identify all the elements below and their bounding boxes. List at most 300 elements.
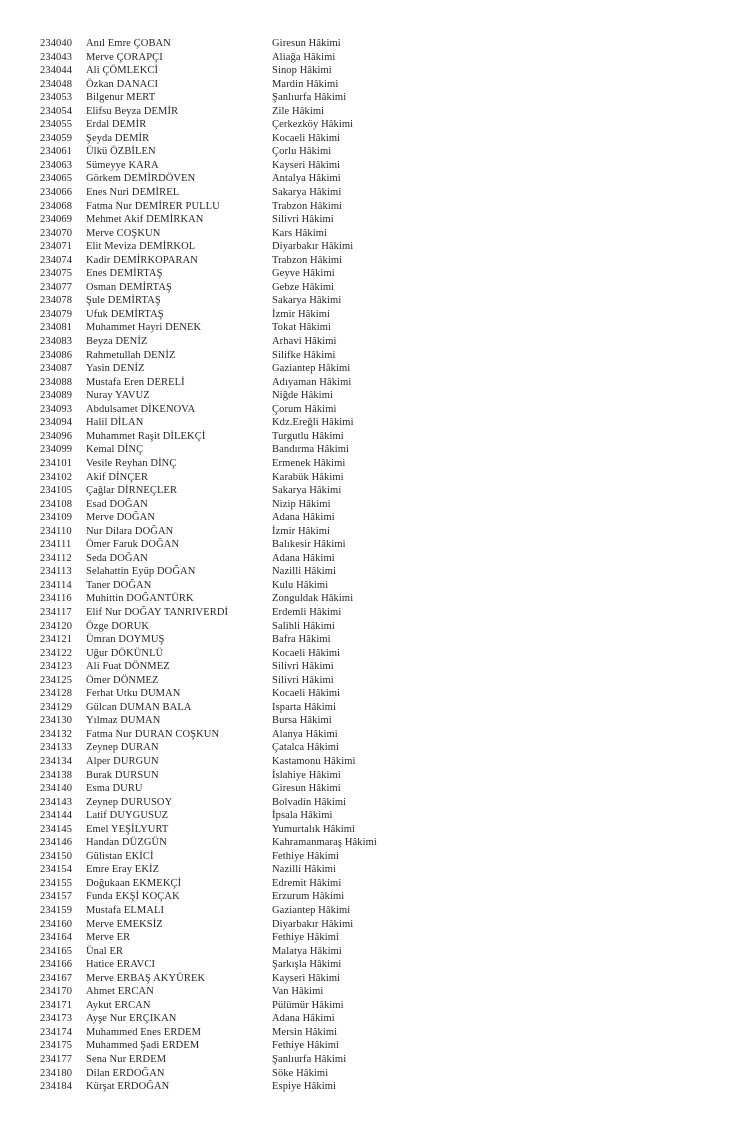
judge-post: Diyarbakır Hâkimi xyxy=(272,918,354,930)
judge-post: Espiye Hâkimi xyxy=(272,1081,336,1093)
judge-name: Ufuk DEMİRTAŞ xyxy=(86,308,164,320)
judge-name: Ünal ER xyxy=(86,945,124,957)
judge-name: Enes Nuri DEMİREL xyxy=(86,187,180,199)
judge-post: Kdz.Ereğli Hâkimi xyxy=(272,417,354,429)
judge-id: 234130 xyxy=(40,715,73,727)
judge-id: 234145 xyxy=(40,823,73,835)
judge-post: Adana Hâkimi xyxy=(272,552,335,564)
judge-post: Silivri Hâkimi xyxy=(272,214,334,226)
table-row xyxy=(0,579,377,593)
table-row xyxy=(0,890,377,904)
table-row xyxy=(0,349,377,363)
judge-post: Adana Hâkimi xyxy=(272,1013,335,1025)
judge-id: 234164 xyxy=(40,932,73,944)
judge-id: 234171 xyxy=(40,999,73,1011)
table-row xyxy=(0,606,377,620)
judge-name: Ali ÇÖMLEKCİ xyxy=(86,65,159,77)
judge-post: Sinop Hâkimi xyxy=(272,65,332,77)
table-row xyxy=(0,701,377,715)
table-row xyxy=(0,769,377,783)
judge-post: Kayseri Hâkimi xyxy=(272,972,341,984)
table-row xyxy=(0,498,377,512)
table-row xyxy=(0,240,377,254)
judge-id: 234167 xyxy=(40,972,73,984)
judge-id: 234157 xyxy=(40,891,73,903)
judge-id: 234143 xyxy=(40,796,73,808)
judge-post: Şanlıurfa Hâkimi xyxy=(272,92,347,104)
judge-post: Sakarya Hâkimi xyxy=(272,187,342,199)
judge-post: Kocaeli Hâkimi xyxy=(272,132,341,144)
judge-id: 234063 xyxy=(40,159,73,171)
judge-id: 234108 xyxy=(40,498,73,510)
judge-name: Yasin DENİZ xyxy=(86,363,145,375)
judge-id: 234068 xyxy=(40,200,73,212)
judge-post: Antalya Hâkimi xyxy=(272,173,341,185)
judge-id: 234155 xyxy=(40,877,73,889)
judge-id: 234094 xyxy=(40,417,73,429)
table-row xyxy=(0,552,377,566)
judge-name: Kemal DİNÇ xyxy=(86,444,144,456)
judge-post: Bolvadin Hâkimi xyxy=(272,796,347,808)
judge-id: 234078 xyxy=(40,295,73,307)
table-row xyxy=(0,850,377,864)
judge-post: İslahiye Hâkimi xyxy=(272,769,341,781)
table-row xyxy=(0,403,377,417)
judge-post: Gaziantep Hâkimi xyxy=(272,905,351,916)
judge-id: 234048 xyxy=(40,78,73,90)
table-row xyxy=(0,714,377,728)
judge-post: Erzurum Hâkimi xyxy=(272,891,345,903)
judge-name: Taner DOĞAN xyxy=(86,579,152,591)
judge-name: Mustafa ELMALI xyxy=(86,905,165,916)
table-row xyxy=(0,132,377,146)
judge-post: Edremit Hâkimi xyxy=(272,877,342,889)
table-row xyxy=(0,200,377,214)
table-row xyxy=(0,945,377,959)
judge-id: 234132 xyxy=(40,728,73,740)
judge-id: 234123 xyxy=(40,661,73,673)
judge-id: 234184 xyxy=(40,1081,73,1093)
judge-post: Fethiye Hâkimi xyxy=(272,850,340,862)
judge-post: Erdemli Hâkimi xyxy=(272,606,342,618)
judge-name: Ferhat Utku DUMAN xyxy=(86,688,181,700)
table-row xyxy=(0,267,377,281)
judge-id: 234099 xyxy=(40,444,73,456)
judge-name: Gülistan EKİCİ xyxy=(86,850,154,862)
table-row xyxy=(0,254,377,268)
judge-name: Beyza DENİZ xyxy=(86,336,148,348)
judge-id: 234093 xyxy=(40,403,73,415)
judge-id: 234077 xyxy=(40,281,73,293)
judge-post: Kocaeli Hâkimi xyxy=(272,647,341,659)
judge-name: Fatma Nur DURAN COŞKUN xyxy=(86,728,220,740)
judge-post: Balıkesir Hâkimi xyxy=(272,539,346,551)
judge-id: 234055 xyxy=(40,119,73,131)
judge-post: Van Hâkimi xyxy=(272,986,324,998)
table-row xyxy=(0,389,377,403)
table-row xyxy=(0,1026,377,1040)
judge-name: Doğukaan EKMEKÇİ xyxy=(86,877,182,889)
judge-name: Emel YEŞİLYURT xyxy=(86,823,169,835)
table-row xyxy=(0,511,377,525)
judge-name: Burak DURSUN xyxy=(86,769,159,781)
judge-id: 234180 xyxy=(40,1067,73,1079)
table-row xyxy=(0,484,377,498)
judge-name: Muhammet Hayri DENEK xyxy=(86,322,202,334)
judge-name: Ülkü ÖZBİLEN xyxy=(86,146,156,158)
judge-name: Elifsu Beyza DEMİR xyxy=(86,105,179,117)
judge-name: Rahmetullah DENİZ xyxy=(86,349,176,361)
judge-post: Malatya Hâkimi xyxy=(272,945,342,957)
judge-post: İzmir Hâkimi xyxy=(272,525,331,537)
table-row xyxy=(0,362,377,376)
table-row xyxy=(0,64,377,78)
judge-name: Esma DURU xyxy=(86,783,143,795)
judge-name: Muhammed Enes ERDEM xyxy=(86,1026,202,1038)
judge-post: Salihli Hâkimi xyxy=(272,620,335,632)
judge-post: İzmir Hâkimi xyxy=(272,308,331,320)
judge-id: 234044 xyxy=(40,65,73,77)
table-row xyxy=(0,145,377,159)
judge-name: Funda EKŞİ KOÇAK xyxy=(86,891,180,903)
table-row xyxy=(0,525,377,539)
judge-id: 234150 xyxy=(40,850,73,862)
table-row xyxy=(0,78,377,92)
judge-name: Ali Fuat DÖNMEZ xyxy=(86,661,170,673)
judge-name: Handan DÜZGÜN xyxy=(86,837,167,849)
judge-name: Elif Nur DOĞAY TANRIVERDİ xyxy=(86,606,229,618)
judge-name: Zeynep DURAN xyxy=(86,742,159,754)
table-row xyxy=(0,931,377,945)
table-row xyxy=(0,674,377,688)
judge-post: Çorlu Hâkimi xyxy=(272,146,332,158)
judge-id: 234083 xyxy=(40,336,73,348)
table-row xyxy=(0,227,377,241)
judge-post: Yumurtalık Hâkimi xyxy=(272,823,356,835)
table-row xyxy=(0,755,377,769)
table-row xyxy=(0,51,377,65)
judge-name: Hatice ERAVCI xyxy=(86,959,156,971)
table-row xyxy=(0,687,377,701)
judge-name: Elit Meviza DEMİRKOL xyxy=(86,241,196,253)
judge-name: Muhittin DOĞANTÜRK xyxy=(86,593,194,605)
judge-id: 234175 xyxy=(40,1040,73,1052)
judge-id: 234089 xyxy=(40,390,73,402)
table-row xyxy=(0,958,377,972)
table-row xyxy=(0,37,377,51)
judge-id: 234040 xyxy=(40,38,73,49)
judge-id: 234088 xyxy=(40,376,73,388)
table-row xyxy=(0,118,377,132)
judge-name: Mustafa Eren DERELİ xyxy=(86,376,185,388)
judge-id: 234113 xyxy=(40,566,72,578)
table-row xyxy=(0,863,377,877)
judge-post: Nazilli Hâkimi xyxy=(272,864,337,876)
table-row xyxy=(0,647,377,661)
judge-post: Giresun Hâkimi xyxy=(272,783,341,795)
judge-post: Turgutlu Hâkimi xyxy=(272,430,344,442)
judge-post: Giresun Hâkimi xyxy=(272,38,341,49)
judge-post: Çorum Hâkimi xyxy=(272,403,337,415)
judge-id: 234165 xyxy=(40,945,73,957)
judge-id: 234129 xyxy=(40,701,73,713)
judge-post: Bandırma Hâkimi xyxy=(272,444,350,456)
judge-name: Merve EMEKSİZ xyxy=(86,918,163,930)
judge-name: Selahattin Eyüp DOĞAN xyxy=(86,566,196,578)
table-row xyxy=(0,321,377,335)
judge-id: 234059 xyxy=(40,132,73,144)
judge-id: 234173 xyxy=(40,1013,73,1025)
judge-id: 234075 xyxy=(40,268,73,280)
judge-post: Bursa Hâkimi xyxy=(272,715,332,727)
judge-post: Kastamonu Hâkimi xyxy=(272,755,356,767)
judge-post: Kahramanmaraş Hâkimi xyxy=(272,837,377,849)
judge-post: Kayseri Hâkimi xyxy=(272,159,341,171)
table-row xyxy=(0,741,377,755)
judge-post: Sakarya Hâkimi xyxy=(272,295,342,307)
table-row xyxy=(0,457,377,471)
table-row xyxy=(0,782,377,796)
judge-name: Nur Dilara DOĞAN xyxy=(86,525,174,537)
table-row xyxy=(0,471,377,485)
judge-id: 234065 xyxy=(40,173,73,185)
judge-name: Esad DOĞAN xyxy=(86,498,148,510)
judge-id: 234177 xyxy=(40,1054,73,1066)
judge-post: Şanlıurfa Hâkimi xyxy=(272,1054,347,1066)
judge-id: 234154 xyxy=(40,864,73,876)
judge-post: Niğde Hâkimi xyxy=(272,390,333,402)
judge-id: 234170 xyxy=(40,986,73,998)
judge-name: Ömer Faruk DOĞAN xyxy=(86,539,180,551)
judge-post: Gaziantep Hâkimi xyxy=(272,363,351,375)
table-row xyxy=(0,985,377,999)
judge-name: Halil DİLAN xyxy=(86,417,144,429)
table-row xyxy=(0,1080,377,1094)
table-row xyxy=(0,308,377,322)
judge-id: 234086 xyxy=(40,349,73,361)
judge-name: Gülcan DUMAN BALA xyxy=(86,701,192,713)
judge-id: 234110 xyxy=(40,525,72,537)
judge-post: Zonguldak Hâkimi xyxy=(272,593,354,605)
judge-post: Nizip Hâkimi xyxy=(272,498,331,510)
judge-post: Nazilli Hâkimi xyxy=(272,566,337,578)
table-row xyxy=(0,823,377,837)
judge-id: 234140 xyxy=(40,783,73,795)
table-row xyxy=(0,796,377,810)
judge-name: Muhammed Şadi ERDEM xyxy=(86,1040,200,1052)
judge-post: Silivri Hâkimi xyxy=(272,674,334,686)
judge-id: 234159 xyxy=(40,905,73,916)
judge-id: 234120 xyxy=(40,620,73,632)
judge-id: 234105 xyxy=(40,485,73,497)
judge-post: Mardin Hâkimi xyxy=(272,78,339,90)
judge-post: Çatalca Hâkimi xyxy=(272,742,339,754)
judge-post: Zile Hâkimi xyxy=(272,105,325,117)
judge-id: 234134 xyxy=(40,755,73,767)
judge-id: 234111 xyxy=(40,539,72,551)
judge-post: Sakarya Hâkimi xyxy=(272,485,342,497)
judge-id: 234109 xyxy=(40,512,73,524)
judge-post: Fethiye Hâkimi xyxy=(272,1040,340,1052)
judge-name: Sena Nur ERDEM xyxy=(86,1054,167,1066)
judge-name: Vesile Reyhan DİNÇ xyxy=(86,457,177,469)
judge-name: Erdal DEMİR xyxy=(86,119,147,131)
table-row xyxy=(0,565,377,579)
judge-name: Seda DOĞAN xyxy=(86,552,148,564)
judge-id: 234096 xyxy=(40,430,73,442)
judge-id: 234043 xyxy=(40,51,73,63)
table-row xyxy=(0,809,377,823)
judge-name: Ömer DÖNMEZ xyxy=(86,674,159,686)
judge-post: Çerkezköy Hâkimi xyxy=(272,119,354,131)
judge-id: 234074 xyxy=(40,254,73,266)
judge-id: 234071 xyxy=(40,241,73,253)
judge-post: Pülümür Hâkimi xyxy=(272,999,344,1011)
table-row xyxy=(0,999,377,1013)
judge-post: Gebze Hâkimi xyxy=(272,281,335,293)
table-row xyxy=(0,1067,377,1081)
judge-name: Osman DEMİRTAŞ xyxy=(86,281,172,293)
table-row xyxy=(0,172,377,186)
judge-name: Zeynep DURUSOY xyxy=(86,796,173,808)
judge-name: Abdulsamet DİKENOVA xyxy=(86,403,196,415)
judge-id: 234125 xyxy=(40,674,73,686)
table-row xyxy=(0,972,377,986)
judge-id: 234054 xyxy=(40,105,73,117)
judge-id: 234128 xyxy=(40,688,73,700)
table-row xyxy=(0,877,377,891)
table-row xyxy=(0,443,377,457)
judge-name: Alper DURGUN xyxy=(86,755,159,767)
table-row xyxy=(0,376,377,390)
judge-id: 234122 xyxy=(40,647,73,659)
judge-id: 234102 xyxy=(40,471,73,483)
judge-name: Latif DUYGUSUZ xyxy=(86,810,169,822)
table-row xyxy=(0,1053,377,1067)
judge-name: Özge DORUK xyxy=(86,620,150,632)
judge-name: Şule DEMİRTAŞ xyxy=(86,295,161,307)
judge-post: Alanya Hâkimi xyxy=(272,728,338,740)
judge-id: 234066 xyxy=(40,187,73,199)
judge-id: 234069 xyxy=(40,214,73,226)
judge-post: Kars Hâkimi xyxy=(272,227,328,239)
judge-id: 234144 xyxy=(40,810,73,822)
judge-name: Nuray YAVUZ xyxy=(86,390,150,402)
judge-name: Dilan ERDOĞAN xyxy=(86,1067,165,1079)
judge-id: 234117 xyxy=(40,606,72,618)
table-row xyxy=(0,335,377,349)
table-row xyxy=(0,294,377,308)
judge-post: Trabzon Hâkimi xyxy=(272,254,343,266)
judge-post: Tokat Hâkimi xyxy=(272,322,332,334)
judge-name: Ayşe Nur ERÇIKAN xyxy=(86,1013,177,1025)
table-row xyxy=(0,904,377,918)
table-row xyxy=(0,281,377,295)
judge-post: Kocaeli Hâkimi xyxy=(272,688,341,700)
judge-post: Arhavi Hâkimi xyxy=(272,336,337,348)
judge-name: Muhammet Raşit DİLEKÇİ xyxy=(86,430,206,442)
table-row xyxy=(0,918,377,932)
judge-name: Uğur DÖKÜNLÜ xyxy=(86,647,164,659)
judge-post: Aliağa Hâkimi xyxy=(272,51,336,63)
table-row xyxy=(0,660,377,674)
table-row xyxy=(0,1039,377,1053)
judge-name: Ahmet ERCAN xyxy=(86,986,154,998)
judge-post: Geyve Hâkimi xyxy=(272,268,335,280)
judge-id: 234138 xyxy=(40,769,73,781)
table-row xyxy=(0,592,377,606)
judge-id: 234087 xyxy=(40,363,73,375)
judge-post: Fethiye Hâkimi xyxy=(272,932,340,944)
table-row xyxy=(0,836,377,850)
judge-name: Akif DİNÇER xyxy=(86,471,149,483)
judge-id: 234101 xyxy=(40,457,73,469)
table-row xyxy=(0,538,377,552)
judge-name: Mehmet Akif DEMİRKAN xyxy=(86,214,204,226)
judge-id: 234174 xyxy=(40,1026,73,1038)
judge-name: Emre Eray EKİZ xyxy=(86,864,160,876)
table-row xyxy=(0,186,377,200)
judge-id: 234114 xyxy=(40,579,72,591)
judge-post: İpsala Hâkimi xyxy=(272,810,333,822)
judge-post: Trabzon Hâkimi xyxy=(272,200,343,212)
judge-post: Kulu Hâkimi xyxy=(272,579,329,591)
judge-post: Söke Hâkimi xyxy=(272,1067,329,1079)
table-row xyxy=(0,105,377,119)
table-row xyxy=(0,430,377,444)
judge-post: Karabük Hâkimi xyxy=(272,471,344,483)
table-row xyxy=(0,620,377,634)
judge-name: Yılmaz DUMAN xyxy=(86,715,161,727)
judge-id: 234146 xyxy=(40,837,73,849)
judge-id: 234070 xyxy=(40,227,73,239)
judge-name: Bilgenur MERT xyxy=(86,92,156,104)
judge-name: Özkan DANACI xyxy=(86,78,159,90)
judge-post: Ermenek Hâkimi xyxy=(272,457,346,469)
judge-name: Çağlar DİRNEÇLER xyxy=(86,485,178,497)
judge-name: Enes DEMİRTAŞ xyxy=(86,268,163,280)
judge-name: Şeyda DEMİR xyxy=(86,132,150,144)
judge-name: Kadir DEMİRKOPARAN xyxy=(86,254,198,266)
judge-post: Isparta Hâkimi xyxy=(272,701,337,713)
judge-name: Merve ÇORAPÇI xyxy=(86,51,163,63)
judge-id: 234121 xyxy=(40,634,73,646)
judge-name: Görkem DEMİRDÖVEN xyxy=(86,173,196,185)
table-row xyxy=(0,213,377,227)
judge-post: Adıyaman Hâkimi xyxy=(272,376,352,388)
judge-post: Bafra Hâkimi xyxy=(272,634,331,646)
judge-name: Merve DOĞAN xyxy=(86,512,156,524)
judge-id: 234160 xyxy=(40,918,73,930)
judge-id: 234053 xyxy=(40,92,73,104)
judge-id: 234081 xyxy=(40,322,73,334)
judge-name: Aykut ERCAN xyxy=(86,999,151,1011)
judge-name: Ümran DOYMUŞ xyxy=(86,634,165,646)
judge-id: 234166 xyxy=(40,959,73,971)
judge-id: 234079 xyxy=(40,308,73,320)
judge-post: Mersin Hâkimi xyxy=(272,1026,338,1038)
judge-post: Adana Hâkimi xyxy=(272,512,335,524)
judge-name: Anıl Emre ÇOBAN xyxy=(86,38,171,49)
judge-id: 234133 xyxy=(40,742,73,754)
judge-post: Silifke Hâkimi xyxy=(272,349,336,361)
judge-post: Silivri Hâkimi xyxy=(272,661,334,673)
judge-post: Şarkışla Hâkimi xyxy=(272,959,342,971)
table-row xyxy=(0,91,377,105)
judge-name: Merve ER xyxy=(86,932,131,944)
judge-name: Merve ERBAŞ AKYÜREK xyxy=(86,972,206,984)
judge-name: Merve COŞKUN xyxy=(86,227,161,239)
